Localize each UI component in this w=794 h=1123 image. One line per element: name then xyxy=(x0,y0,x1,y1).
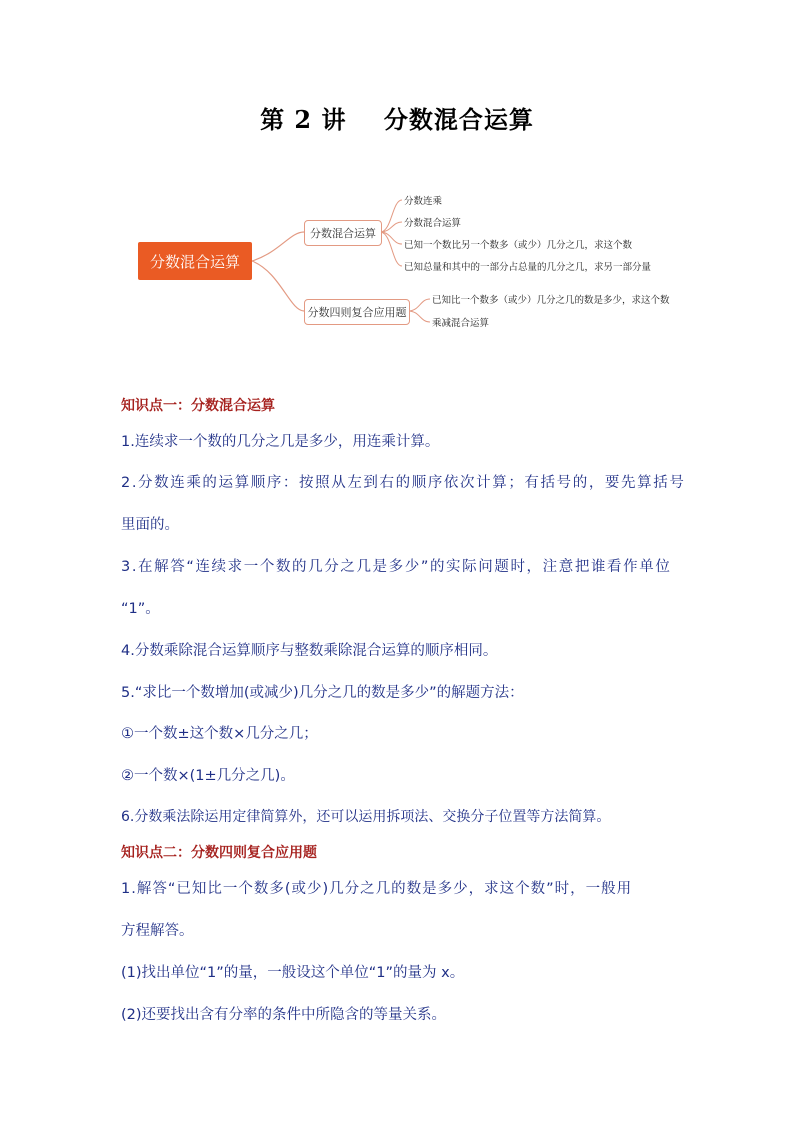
text-line: 5.“求比一个数增加(或减少)几分之几的数是多少”的解题方法： xyxy=(121,685,524,701)
mind-map-root: 分数混合运算 xyxy=(138,242,252,280)
text-line: 2.分数连乘的运算顺序：按照从左到右的顺序依次计算；有括号的，要先算括号 xyxy=(121,475,686,491)
mind-map-leaf: 分数连乘 xyxy=(404,196,443,207)
text-line: ②一个数×(1±几分之几)。 xyxy=(121,768,295,784)
text-line: 6.分数乘法除运用定律简算外，还可以运用拆项法、交换分子位置等方法简算。 xyxy=(121,809,611,825)
text-line: (2)还要找出含有分率的条件中所隐含的等量关系。 xyxy=(121,1007,447,1023)
mind-map-leaf: 已知比一个数多（或少）几分之几的数是多少，求这个数 xyxy=(432,295,670,306)
page-title: 第 2 讲 分数混合运算 xyxy=(260,105,534,134)
mind-map-leaf: 已知总量和其中的一部分占总量的几分之几，求另一部分量 xyxy=(404,262,652,273)
text-line: 1.连续求一个数的几分之几是多少，用连乘计算。 xyxy=(121,434,440,450)
text-line: “1”。 xyxy=(121,601,160,617)
text-line: 4.分数乘除混合运算顺序与整数乘除混合运算的顺序相同。 xyxy=(121,643,498,659)
text-line: (1)找出单位“1”的量，一般设这个单位“1”的量为 x。 xyxy=(121,965,465,981)
section-heading: 知识点二：分数四则复合应用题 xyxy=(121,845,317,861)
mind-map xyxy=(130,180,690,340)
text-line: 3.在解答“连续求一个数的几分之几是多少”的实际问题时，注意把谁看作单位 xyxy=(121,559,672,575)
mind-map-branch-mixed-operations: 分数混合运算 xyxy=(304,220,382,246)
mind-map-leaf: 分数混合运算 xyxy=(404,218,462,229)
section-heading: 知识点一：分数混合运算 xyxy=(121,398,275,414)
text-line: ①一个数±这个数×几分之几； xyxy=(121,726,318,742)
text-line: 方程解答。 xyxy=(121,923,194,939)
mind-map-leaf: 乘减混合运算 xyxy=(432,318,490,329)
mind-map-branch-word-problems: 分数四则复合应用题 xyxy=(304,299,410,325)
mind-map-leaf: 已知一个数比另一个数多（或少）几分之几，求这个数 xyxy=(404,240,633,251)
text-line: 1.解答“已知比一个数多(或少)几分之几的数是多少，求这个数”时，一般用 xyxy=(121,881,633,897)
text-line: 里面的。 xyxy=(121,517,179,533)
